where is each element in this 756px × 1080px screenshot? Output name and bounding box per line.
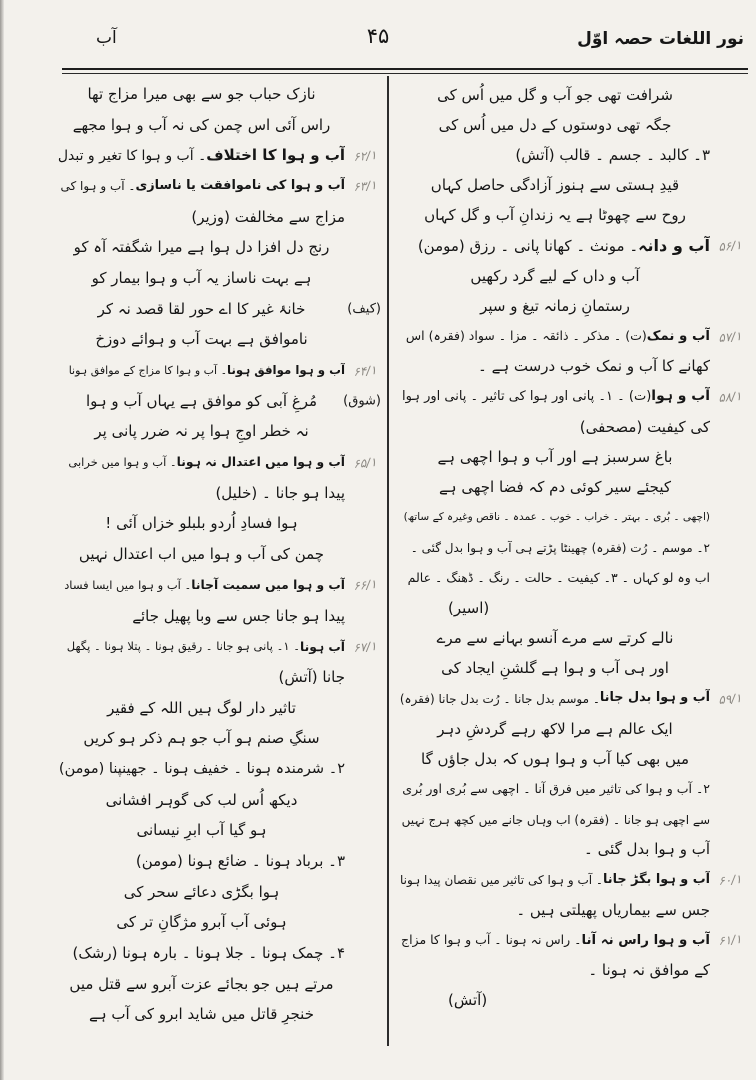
body-text: کے موافق نہ ہونا ۔	[588, 961, 710, 980]
text-line	[400, 503, 750, 533]
line-body	[58, 539, 345, 570]
line-body	[400, 925, 710, 955]
verse-text: کیجئے سیر کوئی دم کہ فضا اچھی ہے	[438, 478, 672, 497]
verse-text: ہوئی آب آبرو مژگانِ تر کی	[116, 913, 287, 932]
line-body	[400, 171, 710, 201]
margin-note: ۶۲/۱	[352, 147, 378, 164]
body-text: پیدا ہو جانا جس سے وبا پھیل جائے	[132, 606, 345, 625]
verse-text: رستمانِ زمانہ تیغ و سپر	[480, 296, 630, 315]
line-body	[400, 533, 710, 563]
entry-line	[400, 382, 750, 412]
verse-line	[58, 110, 385, 141]
verse-text: مرتے ہیں جو بجائے عزت آبرو سے قتل میں	[69, 974, 334, 993]
line-body	[400, 955, 710, 985]
header-rule	[62, 68, 748, 70]
margin-note: ۶۵/۱	[352, 454, 378, 471]
line-body	[400, 563, 710, 593]
line-body	[58, 631, 345, 662]
headword: آب ہونا	[299, 639, 345, 654]
text-line	[400, 533, 750, 563]
headword: آب و ہوا کی ناموافقت یا ناسازی	[135, 177, 345, 193]
line-body	[58, 969, 345, 1000]
verse-line	[58, 325, 385, 356]
headword: آب و ہوا بدل جانا	[599, 690, 710, 706]
margin-note: ۶۶/۱	[352, 577, 378, 594]
body-text: اب وہ لو کہاں ۔ ۳۔ کیفیت ۔ حالت ۔ رنگ ۔ ڈھنگ ۔ عالم	[407, 569, 710, 585]
body-text: ۲۔ شرمندہ ہونا ۔ خفیف ہونا ۔ جھینپنا (مومن)	[58, 761, 345, 778]
body-text: ۲۔ موسم ۔ رُت (فقرہ) چھینٹا پڑتے ہی آب و ہوا بدل گئی ۔	[410, 540, 710, 555]
verse-text: باغ سرسبز ہے اور آب و ہوا اچھی ہے	[437, 447, 673, 466]
verse-text: ہوا بگڑی دعائے سحر کی	[123, 882, 280, 901]
text-line	[400, 835, 750, 865]
line-body	[58, 171, 345, 202]
verse-line	[58, 539, 385, 570]
verse-text: ایک عالم ہے مرا لاکھ رہے گردشِ دہر	[437, 719, 673, 738]
verse-text: رنج دل افزا دل ہوا ہے میرا شگفتہ آہ کو	[73, 238, 330, 257]
line-body	[400, 291, 710, 321]
verse-text: خنجرِ قاتل میں شاید ابرو کی آب ہے	[89, 1005, 314, 1024]
margin-note: ۶۰/۱	[717, 871, 743, 888]
verse-text: روح سے چھوٹا ہے یہ زندانِ آب و گل کہاں	[424, 206, 686, 225]
line-body	[58, 232, 345, 263]
verse-text: مُرغِ آبی کو موافق ہے یہاں آب و ہوا	[85, 391, 318, 410]
line-body	[400, 895, 710, 925]
margin-note: ۵۶/۱	[717, 238, 743, 255]
definition-text: ۔ ۱۔ پانی ہو جانا ۔ رقیق ہونا ۔ پتلا ہونا ۔ پگھل	[66, 638, 300, 653]
verse-text: نازک حباب جو سے بھی میرا مزاج تھا	[87, 84, 316, 103]
text-line	[400, 805, 750, 835]
headword: آب و نمک	[646, 328, 710, 344]
line-body	[400, 80, 710, 110]
poet-attribution: (کیف)	[347, 301, 381, 317]
headword: آب و ہوا کا اختلاف	[206, 146, 345, 165]
verse-line	[58, 723, 385, 754]
text-line	[400, 986, 750, 1016]
header-rule-thin	[62, 73, 748, 74]
verse-line	[400, 110, 750, 140]
verse-text: جگہ تھی دوستوں کے دل میں اُس کی	[438, 115, 672, 134]
line-body	[400, 201, 710, 231]
line-body	[400, 714, 710, 744]
line-body	[58, 908, 345, 939]
margin-note: ۶۱/۱	[717, 932, 743, 949]
verse-text: ہے بہت ناساز یہ آب و ہوا بیمار کو	[91, 268, 312, 287]
entry-line	[400, 231, 750, 261]
margin-note: ۶۷/۱	[352, 638, 378, 655]
headword: آب و ہوا میں سمیت آجانا	[191, 578, 345, 593]
verse-text: اور ہی آب و ہوا ہے گلشنِ ایجاد کی	[441, 659, 669, 678]
verse-line	[400, 261, 750, 291]
line-body	[58, 79, 345, 110]
text-line	[400, 140, 750, 170]
line-body	[400, 986, 710, 1016]
verse-text: دیکھ اُس لب کی گوہر افشانی	[105, 790, 298, 809]
text-line	[400, 774, 750, 804]
entry-line	[58, 140, 385, 171]
line-body	[58, 325, 345, 356]
line-body	[58, 110, 345, 141]
entry-line	[400, 925, 750, 955]
verse-text: چمن کی آب و ہوا میں اب اعتدال نہیں	[78, 545, 325, 564]
margin-note: ۵۹/۱	[717, 690, 743, 707]
text-line	[400, 352, 750, 382]
entry-line	[58, 355, 385, 386]
verse-line	[58, 1000, 385, 1031]
verse-text: ہو گیا آب ابرِ نیسانی	[136, 821, 267, 840]
headword: آب و ہوا موافق ہونا	[227, 362, 345, 377]
verse-line	[58, 386, 385, 417]
verse-text: شرافت تھی جو آب و گل میں اُس کی	[437, 85, 673, 104]
line-body	[58, 263, 345, 294]
line-body	[400, 684, 710, 714]
verse-line	[58, 263, 385, 294]
line-body	[58, 846, 345, 877]
definition-text: ۔ آب و ہوا میں خرابی	[68, 454, 177, 469]
verse-text: راس آئی اس چمن کی نہ آب و ہوا مجھے	[72, 115, 331, 134]
line-body	[58, 1000, 345, 1031]
entry-line	[400, 684, 750, 714]
verse-line	[58, 509, 385, 540]
column-divider	[387, 76, 389, 1046]
poet-attribution: (شوق)	[343, 393, 381, 409]
definition-text: ۔ مونث ۔ کھانا پانی ۔ رزق (مومن)	[417, 236, 639, 255]
verse-line	[400, 80, 750, 110]
line-body	[58, 938, 345, 969]
body-text: ۳۔ کالبد ۔ جسم ۔ قالب (آتش)	[515, 145, 710, 164]
line-body	[58, 386, 345, 417]
verse-line	[400, 744, 750, 774]
headword: آب و دانہ	[638, 236, 710, 255]
body-text: آب و ہوا بدل گئی ۔	[584, 840, 710, 859]
headword: آب و ہوا میں اعتدال نہ ہونا	[176, 455, 345, 470]
line-body	[58, 509, 345, 540]
verse-text: ہوا فسادِ اُردو بلبلو خزاں آئی !	[105, 514, 298, 533]
headword: آب و ہوا	[651, 388, 710, 405]
line-body	[400, 261, 710, 291]
text-line	[400, 412, 750, 442]
line-body	[400, 654, 710, 684]
line-body	[400, 805, 710, 835]
text-line	[400, 955, 750, 985]
definition-text: ۔ آب و ہوا کا تغیر و تبدل	[58, 147, 207, 164]
line-body	[58, 447, 345, 478]
line-body	[400, 744, 710, 774]
verse-line	[400, 171, 750, 201]
verse-line	[58, 877, 385, 908]
text-line	[400, 895, 750, 925]
definition-text: (ت) ۔ مذکر ۔ ذائقہ ۔ مزا ۔ سواد (فقرہ) اس	[405, 328, 647, 344]
verse-line	[400, 442, 750, 472]
verse-line	[400, 654, 750, 684]
verse-line	[58, 908, 385, 939]
line-body	[400, 835, 710, 865]
line-body	[400, 382, 710, 412]
verse-line	[58, 294, 385, 325]
line-body	[400, 593, 710, 623]
margin-note: ۵۷/۱	[717, 328, 743, 345]
body-text: مزاج سے مخالفت (وزیر)	[191, 207, 345, 226]
verse-text: نالے کرتے سے مرے آنسو بہانے سے مرے	[436, 628, 674, 647]
verse-line	[58, 693, 385, 724]
scan-edge	[0, 0, 4, 1080]
text-line	[58, 601, 385, 632]
line-body	[400, 322, 710, 352]
body-text: ۳۔ برباد ہونا ۔ ضائع ہونا (مومن)	[135, 852, 345, 871]
text-line	[58, 202, 385, 233]
running-head: آب	[96, 28, 117, 48]
definition-text: (ت) ۔ ۱۔ پانی اور ہوا کی تاثیر ۔ پانی اور ہوا	[402, 389, 652, 405]
body-text: ۴۔ چمک ہونا ۔ جلا ہونا ۔ بارہ ہونا (رشک)	[72, 944, 345, 963]
entry-line	[58, 631, 385, 662]
verse-line	[400, 714, 750, 744]
line-body	[58, 723, 345, 754]
verse-line	[58, 417, 385, 448]
body-text: کھانے کا آب و نمک خوب درست ہے ۔	[478, 357, 710, 376]
line-body	[58, 417, 345, 448]
line-body	[400, 623, 710, 653]
definition-text: ۔ آب و ہوا کا مزاج کے موافق ہونا	[68, 364, 228, 378]
text-line	[58, 662, 385, 693]
line-body	[400, 442, 710, 472]
verse-line	[58, 79, 385, 110]
line-body	[58, 785, 345, 816]
text-line	[400, 593, 750, 623]
line-body	[58, 478, 345, 509]
verse-line	[58, 969, 385, 1000]
line-body	[58, 202, 345, 233]
line-body	[58, 877, 345, 908]
line-body	[400, 774, 710, 804]
line-body	[58, 294, 345, 325]
verse-line	[400, 472, 750, 502]
entry-line	[58, 570, 385, 601]
entry-line	[400, 322, 750, 352]
line-body	[400, 231, 710, 261]
verse-text: خانۂ غیر کا اے حور لقا قصد نہ کر	[97, 299, 306, 318]
line-body	[58, 693, 345, 724]
line-body	[58, 140, 345, 171]
line-body	[58, 601, 345, 632]
body-text: جانا (آتش)	[278, 667, 345, 686]
margin-note: ۶۴/۱	[352, 362, 378, 379]
entry-line	[400, 865, 750, 895]
body-text: پیدا ہو جانا ۔ (خلیل)	[215, 483, 345, 502]
line-body	[400, 472, 710, 502]
poet-attribution: (آتش)	[448, 991, 488, 1010]
line-body	[58, 570, 345, 601]
text-line	[400, 563, 750, 593]
verse-text: میں بھی کیا آب و ہوا ہوں کہ بدل جاؤں گا	[421, 749, 689, 768]
verse-text: نہ خطر اوجِ ہوا پر نہ ضرر پانی پر	[94, 422, 309, 441]
verse-line	[58, 785, 385, 816]
margin-note: ۶۳/۱	[352, 178, 378, 195]
line-body	[58, 355, 345, 386]
poet-attribution: (اسیر)	[448, 598, 490, 617]
body-text: ۲۔ آب و ہوا کی تاثیر میں فرق آنا ۔ اچھی سے بُری اور بُری	[402, 781, 710, 797]
text-line	[58, 846, 385, 877]
right-column	[400, 80, 750, 1016]
text-line	[58, 478, 385, 509]
entry-line	[58, 171, 385, 202]
line-body	[400, 110, 710, 140]
entry-line	[58, 447, 385, 478]
left-column	[58, 79, 385, 1030]
body-text: کی کیفیت (مصحفی)	[579, 417, 710, 436]
body-text: (اچھی ۔ بُری ۔ بہتر ۔ خراب ۔ خوب ۔ عمدہ ۔ ناقص وغیرہ کے ساتھ)	[403, 511, 710, 524]
headword: آب و ہوا راس نہ آنا	[581, 932, 710, 948]
definition-text: ۔ موسم بدل جانا ۔ رُت بدل جانا (فقرہ)	[400, 691, 600, 706]
verse-line	[400, 623, 750, 653]
headword: آب و ہوا بگڑ جانا	[602, 871, 710, 887]
line-body	[58, 816, 345, 847]
line-body	[400, 352, 710, 382]
text-line	[58, 938, 385, 969]
text-line	[58, 754, 385, 785]
definition-text: ۔ آب و ہوا کی	[60, 179, 136, 194]
verse-text: تاثیر دار لوگ ہیں اللہ کے فقیر	[107, 698, 296, 717]
line-body	[400, 503, 710, 533]
definition-text: ۔ راس نہ ہونا ۔ آب و ہوا کا مزاج	[401, 932, 582, 948]
book-title: نور اللغات حصہ اوّل	[577, 29, 744, 49]
definition-text: ۔ آب و ہوا کی تاثیر میں نقصان پیدا ہونا	[400, 872, 603, 887]
line-body	[58, 754, 345, 785]
page-number: ۴۵	[366, 24, 390, 48]
verse-text: سنگِ صنم ہو آب جو ہم ذکر ہو کریں	[83, 729, 320, 748]
line-body	[400, 140, 710, 170]
line-body	[58, 662, 345, 693]
verse-line	[400, 201, 750, 231]
body-text: جس سے بیماریاں پھیلتی ہیں ۔	[516, 900, 710, 919]
verse-text: قیدِ ہستی سے ہنوز آزادگی حاصل کہاں	[430, 176, 680, 195]
line-body	[400, 865, 710, 895]
verse-text: آب و داں کے لیے گرد رکھیں	[470, 266, 640, 285]
verse-text: ناموافق ہے بہت آب و ہوائے دوزخ	[95, 330, 308, 349]
verse-line	[400, 291, 750, 321]
definition-text: ۔ آب و ہوا میں ایسا فساد	[64, 577, 192, 592]
margin-note: ۵۸/۱	[717, 388, 743, 405]
body-text: سے اچھی ہو جانا ۔ (فقرہ) اب وہاں جانے میں کچھ ہرج نہیں	[401, 812, 710, 827]
line-body	[400, 412, 710, 442]
verse-line	[58, 816, 385, 847]
verse-line	[58, 232, 385, 263]
